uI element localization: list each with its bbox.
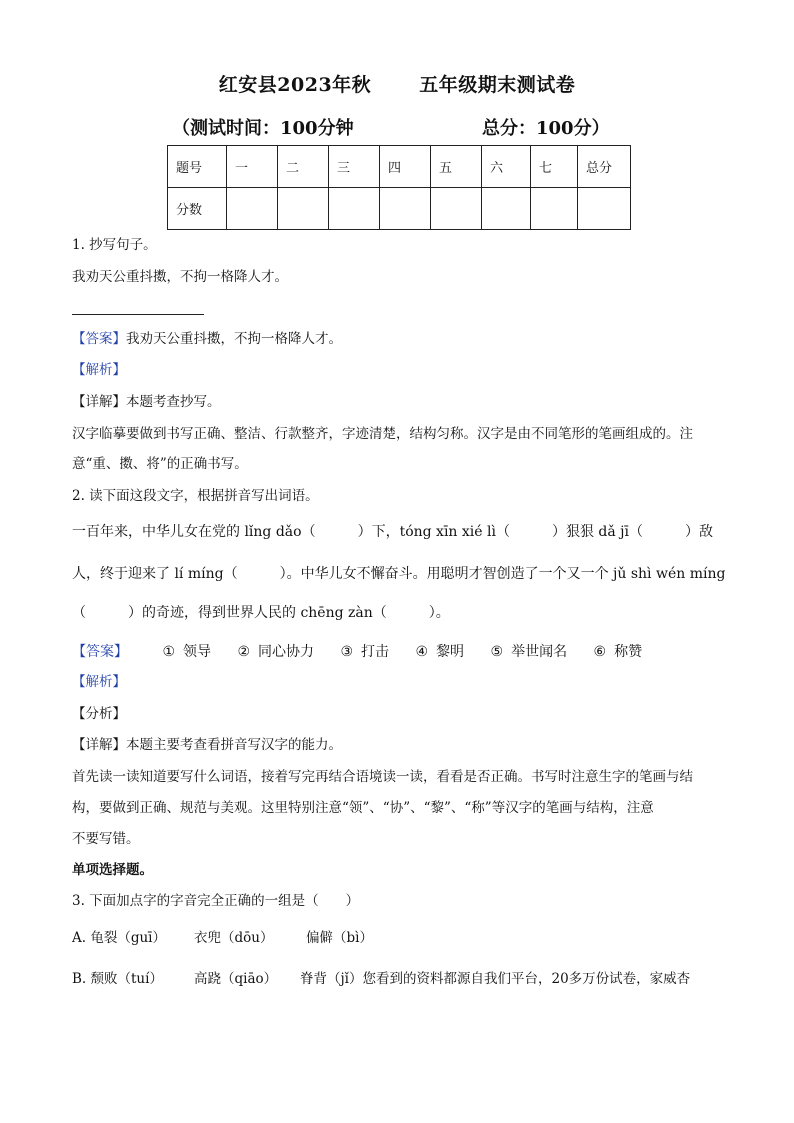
answer-number: ③ [340,644,354,660]
score-input-cell[interactable] [329,188,380,230]
score-cell: 四 [380,146,431,188]
answer-word: 同心协力 [258,644,315,660]
detail-tag: 【详解】 [72,394,126,410]
q2-prompt: 2. 读下面这段文字，根据拼音写出词语。 [72,488,319,504]
answer-word: 黎明 [436,644,465,660]
q2-detail-line [72,736,342,754]
score-cell: 三 [329,146,380,188]
score-cell: 五 [431,146,482,188]
answer-number: ⑥ [593,644,607,660]
detail-tag: 【详解】 [72,737,126,753]
answer-number: ⑤ [490,644,504,660]
score-input-cell[interactable] [278,188,329,230]
exam-title [0,70,794,97]
exam-subtitle [172,114,642,140]
q1-sentence: 我劝天公重抖擞，不拘一格降人才。 [72,269,288,285]
title-right: 五年级期末测试卷 [419,74,576,96]
score-input-cell[interactable] [380,188,431,230]
answer-word: 举世闻名 [511,644,568,660]
q1-answer-line [72,330,342,348]
answer-item [237,643,314,661]
q1-prompt: 1. 抄写句子。 [72,237,157,253]
score-table-score-row [168,188,631,230]
score-table-header-row [168,146,631,188]
total-label: 总分：100分） [482,118,610,139]
answer-line [72,314,204,315]
score-input-cell[interactable] [482,188,531,230]
answer-tag: 【答案】 [72,331,126,347]
score-cell: 七 [531,146,578,188]
q1-explain-2: 意“重、擞、将”的正确书写。 [72,456,248,472]
score-cell: 六 [482,146,531,188]
q2-paragraph-3: （ ）的奇迹，得到世界人民的 chēng zàn（ ）。 [72,605,450,621]
option-a-item: A. 龟裂（guī） [72,930,166,946]
q1-detail-line [72,393,221,411]
score-cell: 题号 [168,146,227,188]
answer-word: 打击 [361,644,390,660]
q2-fenxi-tag: 【分析】 [72,706,126,722]
title-left: 红安县2023年秋 [218,74,372,96]
option-b-item: 脊背（jǐ）您看到的资料都源自我们平台，20多万份试卷，家威杏 [300,971,691,987]
q3-option-b [72,970,690,988]
q1-answer: 我劝天公重抖擞，不拘一格降人才。 [126,331,342,347]
q1-analysis-tag: 【解析】 [72,362,126,378]
answer-number: ② [237,644,251,660]
section-heading: 单项选择题。 [72,862,153,878]
score-cell: 二 [278,146,329,188]
answer-item [594,643,643,661]
score-cell: 总分 [578,146,631,188]
q2-analysis-tag: 【解析】 [72,674,126,690]
q2-answer-line [72,643,664,661]
option-b-item: 高跷（qiāo） [194,971,278,987]
option-b-item: B. 颓败（tuí） [72,971,163,987]
score-table [167,145,631,230]
score-input-cell[interactable] [578,188,631,230]
q2-paragraph-2: 人，终于迎来了 lí míng（ ）。中华儿女不懈奋斗。用聪明才智创造了一个又一个 jǔ shì wén míng [72,566,726,582]
answer-number: ④ [415,644,429,660]
answer-item [416,643,465,661]
answer-word: 称赞 [614,644,643,660]
q2-explain-3: 不要写错。 [72,831,140,847]
q2-detail: 本题主要考查看拼音写汉字的能力。 [126,737,342,753]
score-cell: 一 [227,146,278,188]
score-cell: 分数 [168,188,227,230]
q3-option-a [72,929,373,947]
score-input-cell[interactable] [531,188,578,230]
score-input-cell[interactable] [227,188,278,230]
q2-explain-2: 构，要做到正确、规范与美观。这里特别注意“领”、“协”、“黎”、“称”等汉字的笔画与结构，注意 [72,800,654,816]
q3-prompt: 3. 下面加点字的字音完全正确的一组是（ ） [72,893,360,909]
q2-paragraph-1: 一百年来，中华儿女在党的 lǐng dǎo（ ）下，tóng xīn xié lì（ ）狠狠 dǎ jī（ ）敌 [72,524,713,540]
time-label: （测试时间：100分钟 [172,118,354,139]
answer-tag: 【答案】 [72,644,128,660]
option-a-item: 偏僻（bì） [306,930,373,946]
answer-item [340,643,389,661]
answer-word: 领导 [183,644,212,660]
answer-item [491,643,568,661]
q2-explain-1: 首先读一读知道要写什么词语，接着写完再结合语境读一读，看看是否正确。书写时注意生字的笔画与结 [72,769,693,785]
score-input-cell[interactable] [431,188,482,230]
answer-item [162,643,211,661]
q1-explain-1: 汉字临摹要做到书写正确、整洁、行款整齐，字迹清楚，结构匀称。汉字是由不同笔形的笔画组成的。注 [72,426,693,442]
answer-number: ① [162,644,176,660]
option-a-item: 衣兜（dōu） [194,930,274,946]
q1-detail: 本题考查抄写。 [126,394,221,410]
